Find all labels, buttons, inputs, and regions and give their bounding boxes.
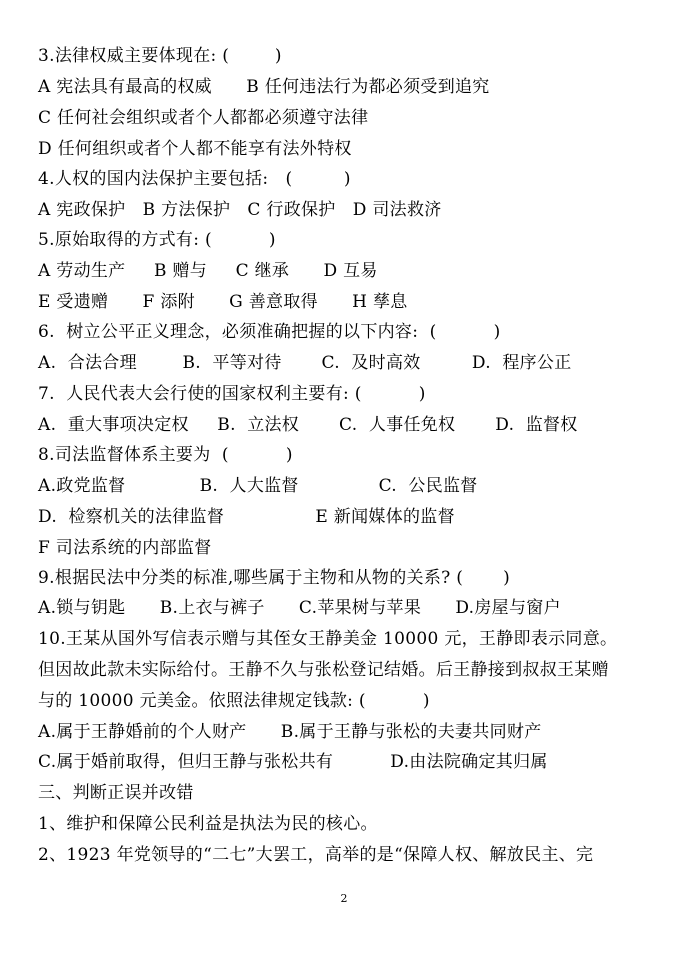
question-8-options-abc: A.政党监督 B. 人大监督 C. 公民监督 xyxy=(38,476,478,496)
question-10-options-cd: C.属于婚前取得，但归王静与张松共有 D.由法院确定其归属 xyxy=(38,752,548,772)
question-8-option-f: F 司法系统的内部监督 xyxy=(38,538,212,558)
question-4-stem: 4.人权的国内法保护主要包括: ( ) xyxy=(38,169,351,189)
question-10-options-ab: A.属于王静婚前的个人财产 B.属于王静与张松的夫妻共同财产 xyxy=(38,722,542,742)
question-7-stem: 7. 人民代表大会行使的国家权利主要有: ( ) xyxy=(38,384,426,404)
question-6-options: A. 合法合理 B. 平等对待 C. 及时高效 D. 程序公正 xyxy=(38,353,572,373)
question-3-stem: 3.法律权威主要体现在: ( ) xyxy=(38,46,282,66)
question-3-option-d: D 任何组织或者个人都不能享有法外特权 xyxy=(38,139,352,159)
judgment-item-1: 1、维护和保障公民利益是执法为民的核心。 xyxy=(38,814,378,834)
question-6-stem: 6. 树立公平正义理念，必须准确把握的以下内容: ( ) xyxy=(38,322,501,342)
question-8-stem: 8.司法监督体系主要为 ( ) xyxy=(38,445,293,465)
question-5-options-e-h: E 受遗赠 F 添附 G 善意取得 H 孳息 xyxy=(38,292,408,312)
question-8-options-de: D. 检察机关的法律监督 E 新闻媒体的监督 xyxy=(38,507,455,527)
question-4-options: A 宪政保护 B 方法保护 C 行政保护 D 司法救济 xyxy=(38,200,442,220)
page-number: 2 xyxy=(340,892,348,905)
question-3-option-c: C 任何社会组织或者个人都都必须遵守法律 xyxy=(38,108,369,128)
question-9-stem: 9.根据民法中分类的标准,哪些属于主物和从物的关系? ( ) xyxy=(38,568,511,588)
question-5-options-a-d: A 劳动生产 B 赠与 C 继承 D 互易 xyxy=(38,261,378,281)
question-3-options-ab: A 宪法具有最高的权威 B 任何违法行为都必须受到追究 xyxy=(38,77,490,97)
question-10-stem-line-1: 10.王某从国外写信表示赠与其侄女王静美金 10000 元，王静即表示同意。 xyxy=(38,629,618,649)
section-3-heading: 三、判断正误并改错 xyxy=(38,783,194,803)
question-9-options: A.锁与钥匙 B.上衣与裤子 C.苹果树与苹果 D.房屋与窗户 xyxy=(38,598,561,618)
question-10-stem-line-2: 但因故此款未实际给付。王静不久与张松登记结婚。后王静接到叔叔王某赠 xyxy=(38,660,609,680)
question-5-stem: 5.原始取得的方式有: ( ) xyxy=(38,230,276,250)
question-10-stem-line-3: 与的 10000 元美金。依照法律规定钱款: ( ) xyxy=(38,691,430,711)
judgment-item-2: 2、1923 年党领导的“二七”大罢工，高举的是“保障人权、解放民主、完 xyxy=(38,845,594,865)
question-7-options: A. 重大事项决定权 B. 立法权 C. 人事任免权 D. 监督权 xyxy=(38,415,578,435)
